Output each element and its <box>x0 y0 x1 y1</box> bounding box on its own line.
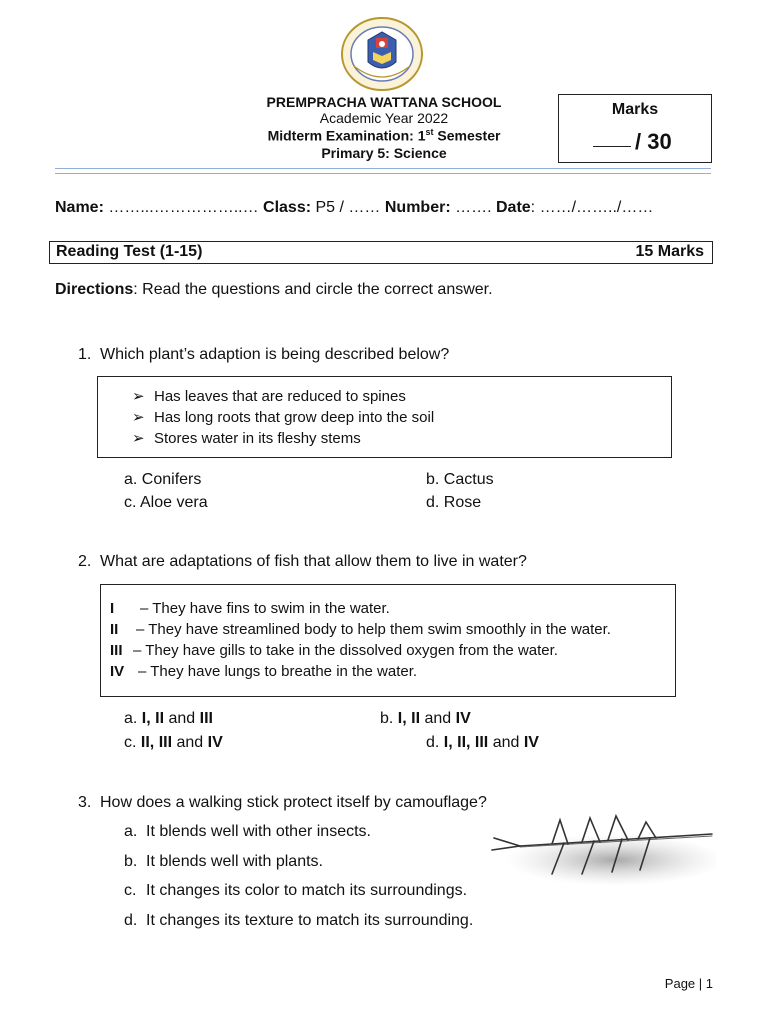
list-item: ➢ Stores water in its fleshy stems <box>132 430 361 447</box>
question-3: 3. How does a walking stick protect itself by camouflage? <box>78 794 487 811</box>
question-2-statement-box <box>100 584 676 697</box>
school-crest-icon <box>340 16 424 92</box>
statement-iii: III – They have gills to take in the dissolved oxygen from the water. <box>110 642 558 659</box>
section-header <box>49 241 713 264</box>
q3-option-b[interactable]: b. It blends well with plants. <box>124 853 323 870</box>
school-name: PREMPRACHA WATTANA SCHOOL <box>266 94 502 110</box>
q1-option-d[interactable]: d. Rose <box>426 494 482 511</box>
header-divider <box>55 173 711 174</box>
q2-option-b[interactable]: b. I, II and IV <box>380 710 471 727</box>
academic-year: Academic Year 2022 <box>319 110 449 126</box>
q2-option-a[interactable]: a. I, II and III <box>124 710 213 727</box>
class-field[interactable]: P5 / …… <box>311 199 385 216</box>
q1-option-a[interactable]: a. Conifers <box>124 471 202 488</box>
list-item: ➢ Has leaves that are reduced to spines <box>132 388 406 405</box>
q3-option-a[interactable]: a. It blends well with other insects. <box>124 823 371 840</box>
page-number: Page | 1 <box>664 976 713 991</box>
section-title: Reading Test (1-15) <box>56 243 203 260</box>
exam-title: Midterm Examination: 1st Semester <box>267 127 501 144</box>
marks-box <box>558 94 712 163</box>
date-field[interactable]: : ……/……../…… <box>530 199 654 216</box>
arrowhead-bullet-icon: ➢ <box>132 430 145 447</box>
q3-option-d[interactable]: d. It changes its texture to match its surrounding. <box>124 912 474 929</box>
question-1-clue-box <box>97 376 672 458</box>
list-item: ➢ Has long roots that grow deep into the soil <box>132 409 435 426</box>
section-marks: 15 Marks <box>635 243 704 260</box>
directions: Directions: Read the questions and circle the correct answer. <box>55 281 493 298</box>
arrowhead-bullet-icon: ➢ <box>132 409 145 426</box>
statement-i: I – They have fins to swim in the water. <box>110 600 390 617</box>
q3-option-c[interactable]: c. It changes its color to match its surroundings. <box>124 882 468 899</box>
walking-stick-insect-icon <box>490 808 716 890</box>
statement-iv: IV – They have lungs to breathe in the water. <box>110 663 418 680</box>
statement-ii: II – They have streamlined body to help them swim smoothly in the water. <box>110 621 611 638</box>
header-divider <box>55 168 711 169</box>
q2-option-d[interactable]: d. I, II, III and IV <box>426 734 539 751</box>
number-field[interactable]: ……. <box>450 199 496 216</box>
question-1: 1. Which plant’s adaption is being described below? <box>78 346 450 363</box>
marks-score[interactable]: / 30 <box>593 129 672 155</box>
marks-title: Marks <box>611 101 659 118</box>
q2-option-c[interactable]: c. II, III and IV <box>124 734 223 751</box>
student-info-line: Name: ……...……………..… Class: P5 / …… Number: ……. Date: ……/……../…… <box>55 199 654 216</box>
q1-option-c[interactable]: c. Aloe vera <box>124 494 208 511</box>
arrowhead-bullet-icon: ➢ <box>132 388 145 405</box>
name-field[interactable]: ……...……………..… <box>103 199 264 216</box>
grade-subject: Primary 5: Science <box>321 145 447 161</box>
question-2: 2. What are adaptations of fish that allow them to live in water? <box>78 553 527 570</box>
q1-option-b[interactable]: b. Cactus <box>426 471 494 488</box>
